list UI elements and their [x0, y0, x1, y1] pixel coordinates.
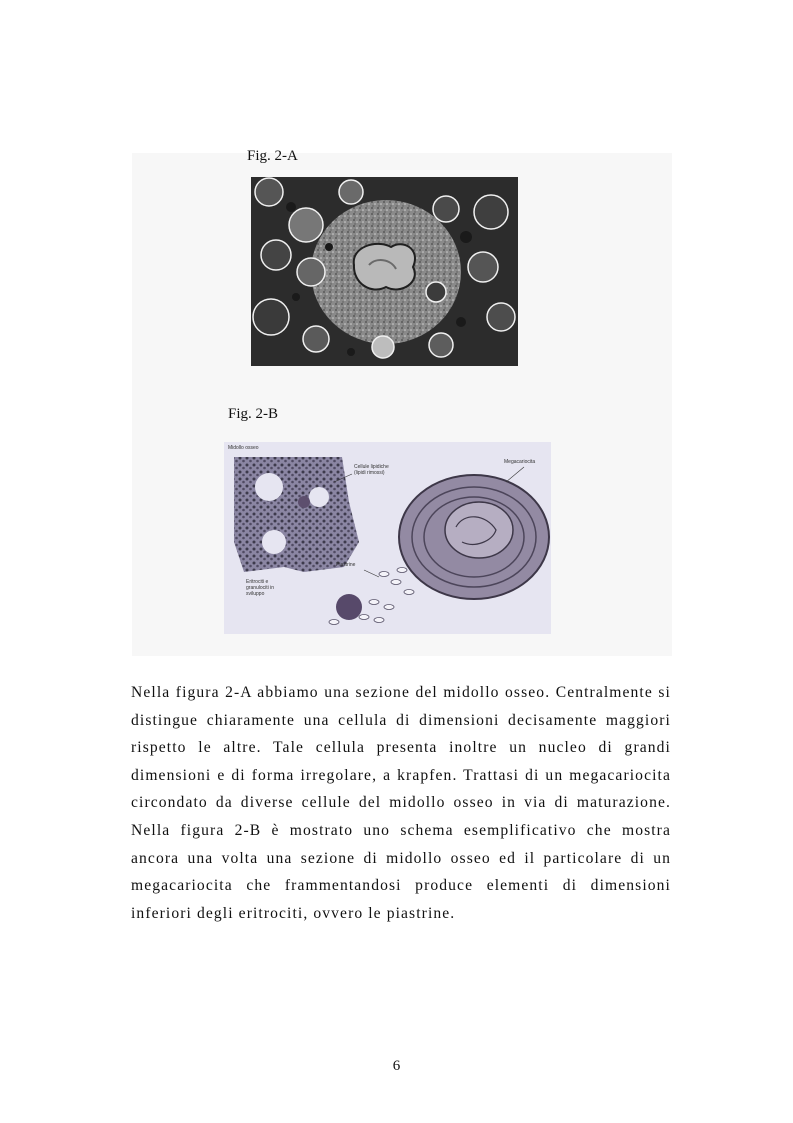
label-eritrociti: Eritrociti e granulociti in sviluppo — [246, 579, 275, 597]
micrograph-figure-a — [251, 177, 518, 366]
label-cellule-lipidiche: Cellule lipidiche (lipidi rimossi) — [354, 464, 389, 476]
label-piastrine: Piastrine — [336, 562, 356, 568]
page-number: 6 — [392, 1058, 401, 1074]
label-midollo: Midollo osseo — [228, 445, 259, 451]
label-megacariocita: Megacariocita — [504, 459, 536, 465]
figure-caption-a: Fig. 2-A — [247, 148, 298, 164]
schematic-figure-b — [224, 442, 551, 634]
figure-caption-b: Fig. 2-B — [228, 406, 279, 422]
body-paragraph: Nella figura 2-A abbiamo una sezione del midollo osseo. Centralmente si distingue chiaramente una cellula di dimensioni decisamente maggiori rispetto le altre. Tale cellula presenta inoltre un nucleo di grandi dimensioni e di forma irregolare, a krapfen. Trattasi di un megacariocita circondato da diverse cellule del midollo osseo in via di maturazione. Nella figura 2-B è mostrato uno schema esemplificativo che mostra ancora una volta una sezione di midollo osseo ed il particolare di un megacariocita che frammentandosi produce elementi di dimensioni inferiori degli eritrociti, ovvero le piastrine. — [131, 684, 671, 922]
